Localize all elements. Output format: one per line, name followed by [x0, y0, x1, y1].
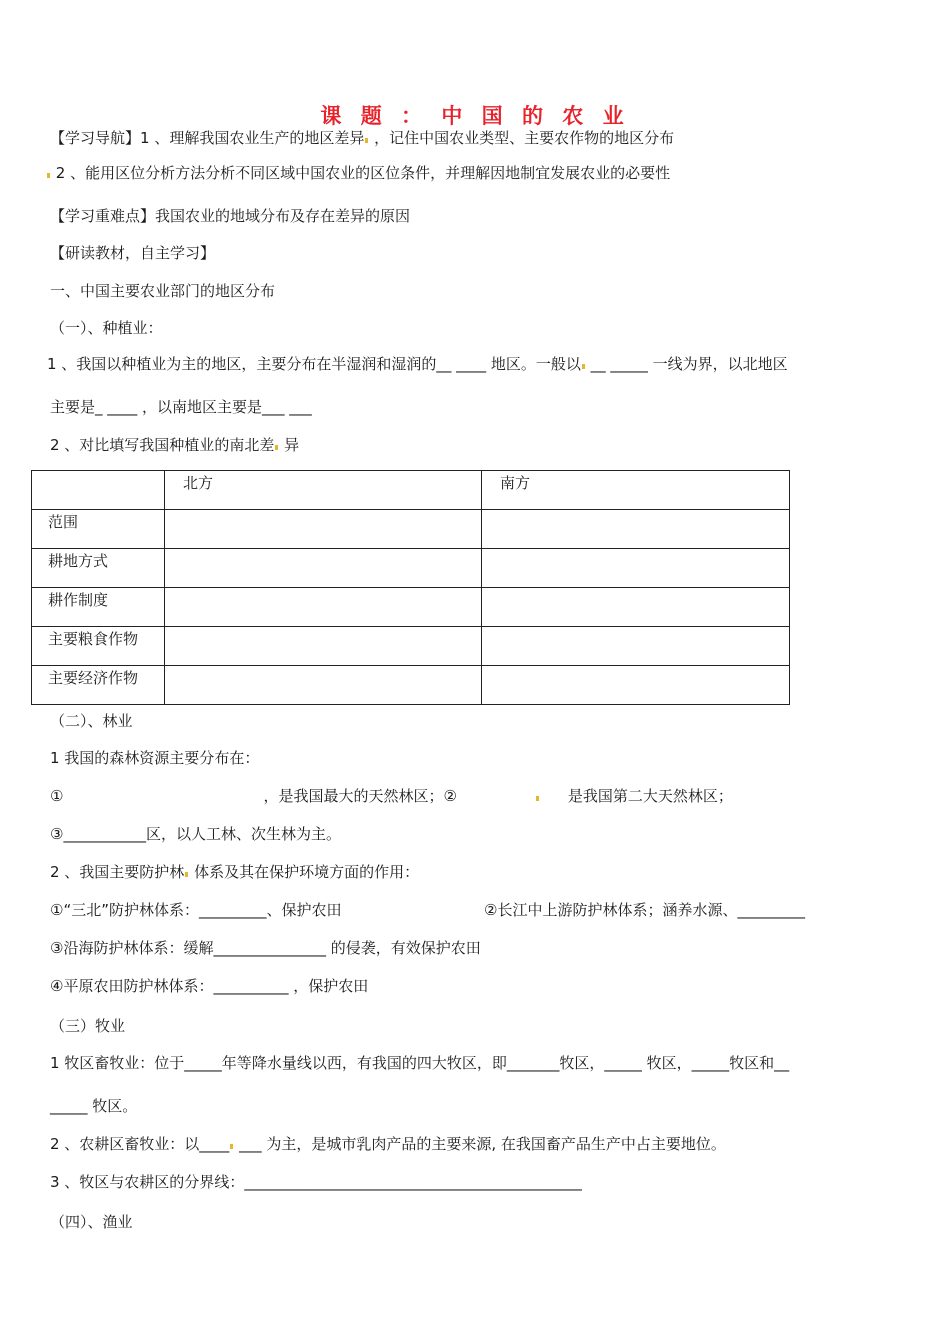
table-cell-north[interactable]: [165, 549, 482, 588]
row-label: 耕地方式: [32, 549, 165, 588]
guide-item-1b: ，记住中国农业类型、主要农作物的地区分布: [369, 129, 675, 147]
forestry-q1-line-1: [50, 786, 733, 806]
forestry-q2-text-b: 体系及其在保护环境方面的作用：: [194, 863, 420, 881]
table-row: [32, 666, 790, 705]
table-cell-north[interactable]: [165, 510, 482, 549]
table-cell-south[interactable]: [482, 666, 790, 705]
table-header-north: 北方: [165, 471, 482, 510]
subsection-livestock: （三）牧业: [50, 1017, 126, 1035]
mark-dot: [47, 173, 50, 178]
mark-dot: [365, 138, 368, 143]
forestry-q2-text-a: 2 、我国主要防护林: [50, 863, 185, 881]
mark-dot: [275, 445, 278, 450]
forestry-circle-1: ①: [50, 787, 64, 805]
livestock-q2-text-b: ___ 为主，是城市乳肉产品的主要来源, 在我国畜产品生产中占主要地位。: [239, 1135, 726, 1153]
table-cell-south[interactable]: [482, 588, 790, 627]
question-1-line-2: 主要是_ ____ ，以南地区主要是___ ___: [50, 398, 312, 416]
table-cell-north[interactable]: [165, 588, 482, 627]
table-row: [32, 549, 790, 588]
table-header-cell: [32, 471, 165, 510]
row-label: 主要经济作物: [32, 666, 165, 705]
row-label: 范围: [32, 510, 165, 549]
livestock-q2: [50, 1134, 726, 1154]
mark-dot: [536, 796, 539, 801]
guide-label: 【学习导航】: [50, 129, 141, 147]
forestry-q2-item-1: ①“三北”防护林体系：_________、保护农田: [50, 901, 342, 919]
table-header-south: 南方: [482, 471, 790, 510]
forestry-q2-item-3: ③沿海防护林体系：缓解_______________ 的侵袭，有效保护农田: [50, 939, 481, 957]
guide-item-1: 1 、理解我国农业生产的地区差异: [140, 129, 365, 147]
question-1-line-1: [47, 354, 788, 374]
table-cell-north[interactable]: [165, 627, 482, 666]
row-label: 主要粮食作物: [32, 627, 165, 666]
forestry-q2-item-4: ④平原农田防护林体系：__________ ，保护农田: [50, 977, 369, 995]
question-1-text-b: __ _____ 一线为界，以北地区: [590, 355, 788, 373]
table-cell-south[interactable]: [482, 627, 790, 666]
table-cell-south[interactable]: [482, 549, 790, 588]
table-row: [32, 627, 790, 666]
livestock-q2-text-a: 2 、农耕区畜牧业：以____: [50, 1135, 230, 1153]
question-2-text: 2 、对比填写我国种植业的南北差: [50, 436, 275, 454]
subsection-planting: （一）、种植业：: [50, 319, 163, 337]
forestry-q1-line-2: ③___________区，以人工林、次生林为主。: [50, 825, 341, 843]
livestock-q1-line-1: 1 牧区畜牧业：位于_____年等降水量线以西，有我国的四大牧区，即_______牧区，_____ 牧区，_____牧区和__: [50, 1054, 790, 1072]
mark-dot: [582, 364, 585, 369]
key-points: 【学习重难点】我国农业的地域分布及存在差异的原因: [50, 207, 411, 225]
forestry-q2-item-2: ②长江中上游防护林体系；涵养水源、_________: [484, 901, 805, 919]
table-cell-south[interactable]: [482, 510, 790, 549]
question-2: [50, 435, 299, 455]
guide-line-1: [50, 128, 674, 148]
forestry-q1: 1 我国的森林资源主要分布在：: [50, 749, 260, 767]
study-heading: 【研读教材，自主学习】: [50, 244, 216, 262]
subsection-forestry: （二）、林业: [50, 712, 133, 730]
forestry-text-c: 是我国第二大天然林区；: [567, 787, 733, 805]
table-cell-north[interactable]: [165, 666, 482, 705]
question-2-text-b: 异: [284, 436, 300, 454]
forestry-q2: [50, 862, 419, 882]
comparison-table: [31, 470, 790, 705]
mark-dot: [230, 1144, 233, 1149]
guide-item-2: 2 、能用区位分析方法分析不同区域中国农业的区位条件，并理解因地制宜发展农业的必要性: [51, 164, 671, 182]
subsection-fishery: （四）、渔业: [50, 1213, 133, 1231]
question-1-text-a: 1 、我国以种植业为主的地区，主要分布在半湿润和湿润的__ ____ 地区。一般以: [47, 355, 581, 373]
table-header-row: [32, 471, 790, 510]
page-title: 课 题 ： 中 国 的 农 业: [320, 104, 630, 128]
forestry-text-b: ，是我国最大的天然林区；②: [263, 787, 457, 805]
table-row: [32, 588, 790, 627]
guide-line-2: [46, 163, 670, 183]
livestock-q3: 3 、牧区与农耕区的分界线：_____________________________________________: [50, 1173, 582, 1191]
mark-dot: [185, 872, 188, 877]
row-label: 耕作制度: [32, 588, 165, 627]
section-1-heading: 一、中国主要农业部门的地区分布: [50, 282, 276, 300]
table-row: [32, 510, 790, 549]
livestock-q1-line-2: _____ 牧区。: [50, 1097, 138, 1115]
